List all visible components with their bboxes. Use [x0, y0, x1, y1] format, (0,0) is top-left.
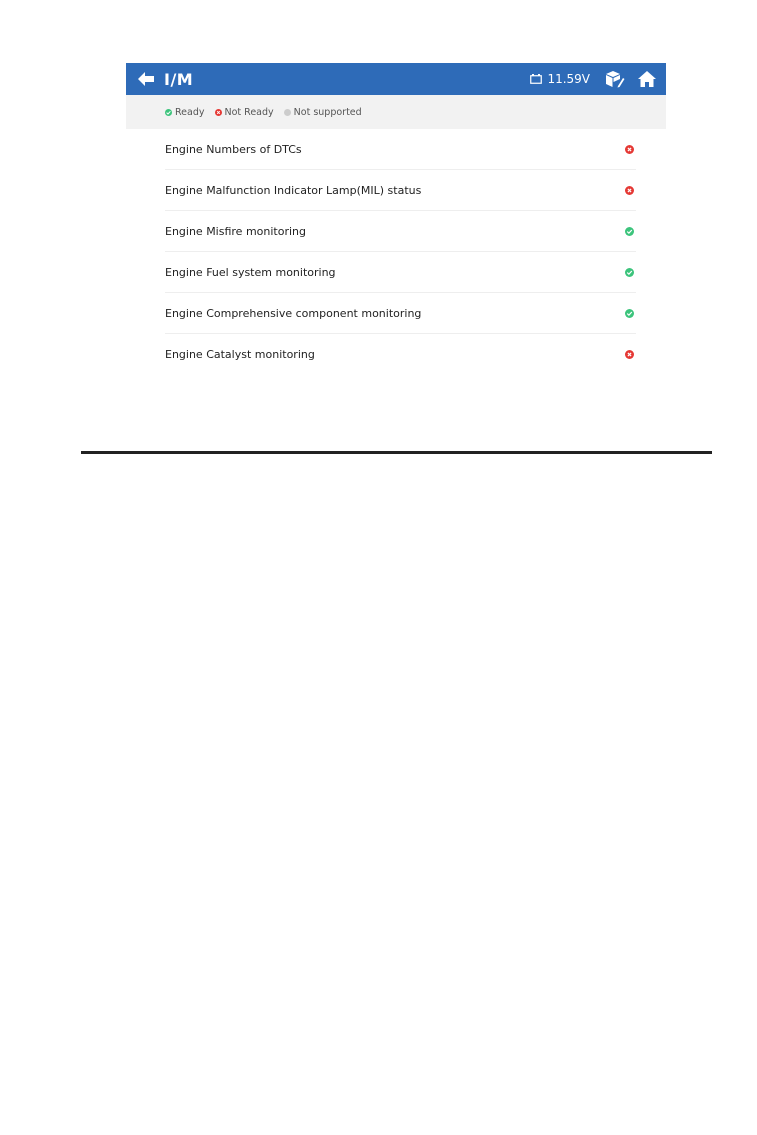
list-item-label: Engine Catalyst monitoring [165, 347, 315, 361]
battery-status [530, 72, 590, 86]
arrow-left-icon [137, 71, 155, 87]
status-legend [126, 95, 666, 129]
legend-label: Not supported [293, 106, 362, 118]
check-circle-icon [625, 227, 634, 236]
legend-label: Not Ready [224, 106, 274, 118]
back-button[interactable] [134, 67, 158, 91]
check-circle-icon [625, 268, 634, 277]
x-circle-icon [625, 350, 634, 359]
list-item[interactable] [165, 334, 636, 374]
list-item[interactable] [165, 170, 636, 211]
list-item[interactable] [165, 293, 636, 334]
home-button[interactable] [636, 68, 658, 90]
vehicle-box-icon [605, 70, 625, 88]
home-icon [637, 70, 657, 88]
legend-not-supported [284, 107, 362, 118]
legend-label: Ready [175, 106, 205, 118]
top-bar-actions [530, 63, 658, 95]
list-item-label: Engine Malfunction Indicator Lamp(MIL) status [165, 183, 422, 197]
list-item[interactable] [165, 129, 636, 170]
im-screen [126, 63, 666, 375]
list-item-label: Engine Comprehensive component monitoring [165, 306, 422, 320]
legend-not-ready [215, 107, 274, 118]
list-item-label: Engine Numbers of DTCs [165, 142, 302, 156]
check-circle-icon [165, 109, 172, 116]
x-circle-icon [625, 186, 634, 195]
list-item-label: Engine Fuel system monitoring [165, 265, 336, 279]
battery-icon [530, 74, 542, 84]
list-item[interactable] [165, 211, 636, 252]
list-item[interactable] [165, 252, 636, 293]
monitor-list [126, 129, 666, 374]
vehicle-button[interactable] [604, 68, 626, 90]
grey-dot-icon [284, 109, 291, 116]
x-circle-icon [625, 145, 634, 154]
top-bar [126, 63, 666, 95]
x-circle-icon [215, 109, 222, 116]
check-circle-icon [625, 309, 634, 318]
list-item-label: Engine Misfire monitoring [165, 224, 306, 238]
voltage-value: 11.59V [547, 72, 590, 86]
page-title: I/M [164, 69, 194, 89]
page-divider [81, 451, 712, 454]
legend-ready [165, 107, 205, 118]
